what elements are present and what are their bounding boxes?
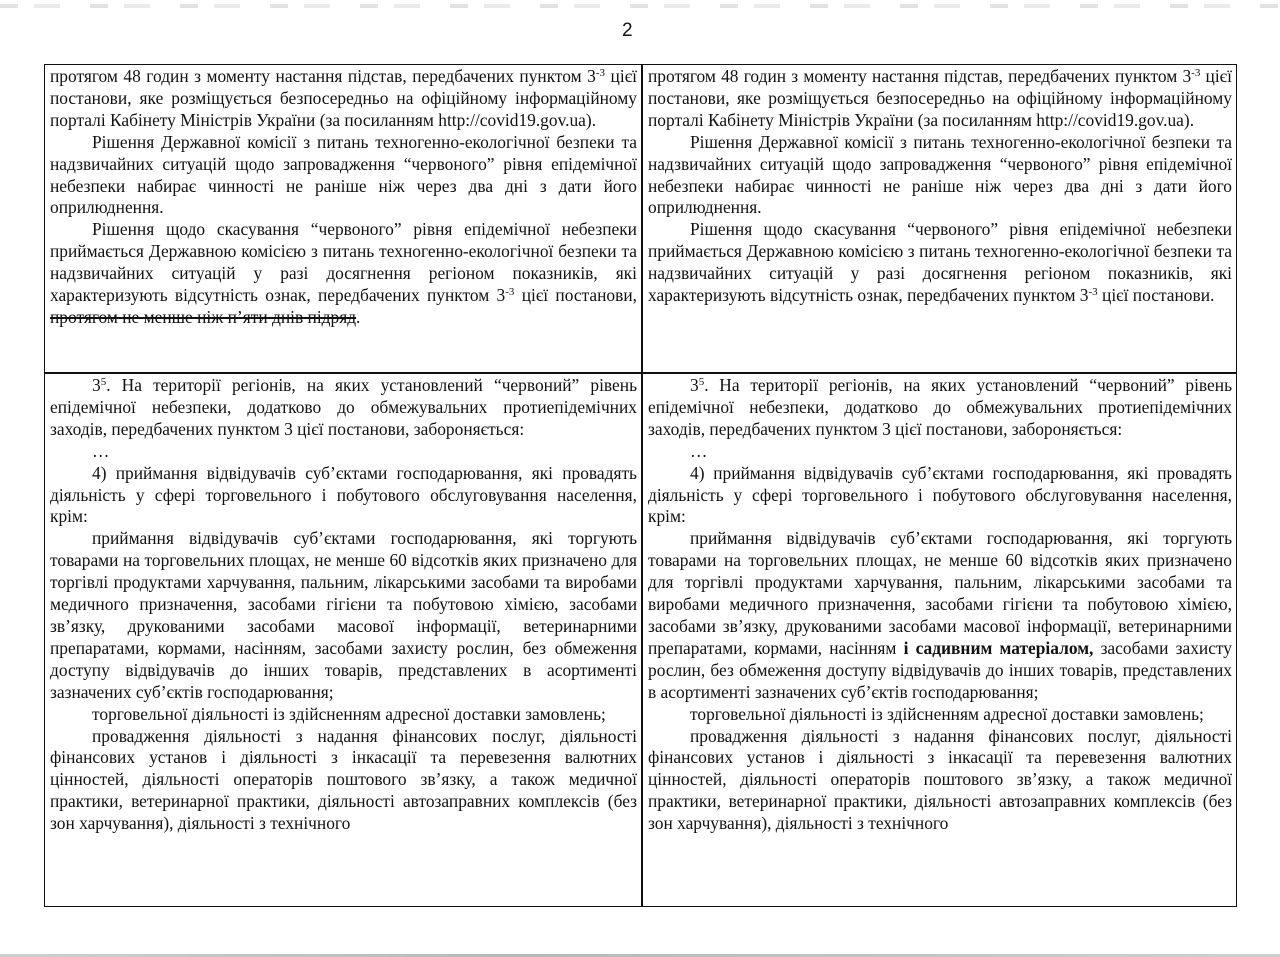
paragraph: 4) приймання відвідувачів суб’єктами господарювання, які провадять діяльність у сфері торговельного і побутового обслуговування населення, крім: xyxy=(50,462,637,527)
text: цієї постанови, яке розміщується безпосередньо на офіційному інформаційному порталі Кабінету Міністрів України (за посиланням http://covid19.gov.ua). xyxy=(50,66,637,130)
paragraph: торговельної діяльності із здійсненням адресної доставки замовлень; xyxy=(92,703,606,724)
text: . На території регіонів, на яких установлений “червоний” рівень епідемічної небезпеки, додатково до обмежувальних протиепідемічних заходів, передбачених пунктом 3 цієї постанови, забороняється: xyxy=(648,375,1232,439)
page-number: 2 xyxy=(622,20,633,41)
superscript: 5 xyxy=(698,376,705,388)
superscript: 5 xyxy=(100,376,107,388)
paragraph: Рішення Державної комісії з питань техногенно-екологічної безпеки та надзвичайних ситуацій щодо запровадження “червоного” рівня епідемічної небезпеки набирає чинності не раніше ніж через два дні з дати його оприлюднення. xyxy=(50,131,637,218)
text: 3 xyxy=(92,375,101,395)
row-divider xyxy=(45,372,1236,374)
superscript: -3 xyxy=(595,67,606,79)
text: . На території регіонів, на яких установлений “червоний” рівень епідемічної небезпеки, додатково до обмежувальних протиепідемічних заходів, передбачених пунктом 3 цієї постанови, забороняється: xyxy=(50,375,637,439)
ellipsis: … xyxy=(690,440,708,461)
bold-insertion: і садивним матеріалом, xyxy=(896,637,1094,658)
cell-old-text-top xyxy=(45,66,641,371)
paragraph: 4) приймання відвідувачів суб’єктами господарювання, які провадять діяльність у сфері торговельного і побутового обслуговування населення, крім: xyxy=(648,462,1232,527)
text: Рішення щодо скасування “червоного” рівня епідемічної небезпеки приймається Державною комісією з питань техногенно-екологічної безпеки та надзвичайних ситуацій у разі досягнення регіоном показників, які характеризують відсутність ознак, передбачених пунктом 3 xyxy=(50,219,637,306)
cell-new-text-bottom xyxy=(643,375,1236,906)
superscript: -3 xyxy=(1191,67,1201,79)
paragraph xyxy=(50,219,637,329)
paragraph xyxy=(648,219,1232,307)
paragraph: приймання відвідувачів суб’єктами господарювання, які торгують товарами на торговельних площах, не менше 60 відсотків яких призначено для торгівлі продуктами харчування, пальним, лікарськими засобами та виробами медичного призначення, засобами гігієни та побутовою хімією, засобами зв’язку, друкованими засобами масової інформації, ветеринарними препаратами, кормами, насінням, засобами захисту рослин, без обмеження доступу відвідувачів до інших товарів, представлених в асортименті зазначених суб’єктів господарювання; xyxy=(50,528,637,702)
text: Рішення щодо скасування “червоного” рівня епідемічної небезпеки приймається Державною комісією з питань техногенно-екологічної безпеки та надзвичайних ситуацій у разі досягнення регіоном показників, які характеризують відсутність ознак, передбачених пунктом 3 xyxy=(648,219,1232,306)
cell-old-text-bottom xyxy=(45,375,641,906)
paragraph xyxy=(50,66,637,132)
paragraph xyxy=(648,66,1232,132)
superscript: -3 xyxy=(1088,286,1098,299)
text: . xyxy=(356,306,361,327)
struck-text: протягом не менше ніж п’яти днів підряд xyxy=(50,306,357,327)
cell-new-text-top xyxy=(643,66,1236,371)
paragraph: провадження діяльності з надання фінансових послуг, діяльності фінансових установ і діяльності з інкасації та перевезення валютних цінностей, діяльності операторів поштового зв’язку, а також медичної практики, ветеринарної практики, діяльності автозаправних комплексів (без зон харчування), діяльності з технічного xyxy=(648,725,1232,834)
paragraph: Рішення Державної комісії з питань техногенно-екологічної безпеки та надзвичайних ситуацій щодо запровадження “червоного” рівня епідемічної небезпеки набирає чинності не раніше ніж через два дні з дати його оприлюднення. xyxy=(648,131,1232,218)
text: 3 xyxy=(690,375,699,395)
paragraph: торговельної діяльності із здійсненням адресної доставки замовлень; xyxy=(690,703,1204,724)
text: цієї постанови, яке розміщується безпосередньо на офіційному інформаційному порталі Кабінету Міністрів України (за посиланням http://covid19.gov.ua). xyxy=(648,66,1232,130)
text: протягом 48 годин з моменту настання підстав, передбачених пунктом 3 xyxy=(50,66,596,86)
text: засобами захисту рослин, без обмеження доступу відвідувачів до інших товарів, представлених в асортименті зазначених суб’єктів господарювання; xyxy=(648,637,1232,702)
text: приймання відвідувачів суб’єктами господарювання, які торгують товарами на торговельних площах, не менше 60 відсотків яких призначено для торгівлі продуктами харчування, пальним, лікарськими засобами та виробами медичного призначення, засобами гігієни та побутовою хімією, засобами зв’язку, друкованими засобами масової інформації, ветеринарними препаратами, кормами, насінням xyxy=(648,528,1232,658)
paragraph: провадження діяльності з надання фінансових послуг, діяльності фінансових установ і діяльності з інкасації та перевезення валютних цінностей, діяльності операторів поштового зв’язку, а також медичної практики, ветеринарної практики, діяльності автозаправних комплексів (без зон харчування), діяльності з технічного xyxy=(50,725,637,834)
comparison-table xyxy=(44,64,1237,907)
text: цієї постанови, xyxy=(514,285,637,306)
text: цієї постанови. xyxy=(1097,285,1215,306)
scan-artifact-top xyxy=(0,4,1280,8)
ellipsis: … xyxy=(92,440,110,461)
paragraph xyxy=(50,375,637,441)
paragraph xyxy=(648,375,1232,441)
paragraph xyxy=(648,528,1232,703)
text: протягом 48 годин з моменту настання підстав, передбачених пунктом 3 xyxy=(648,66,1192,86)
superscript: -3 xyxy=(505,286,515,299)
